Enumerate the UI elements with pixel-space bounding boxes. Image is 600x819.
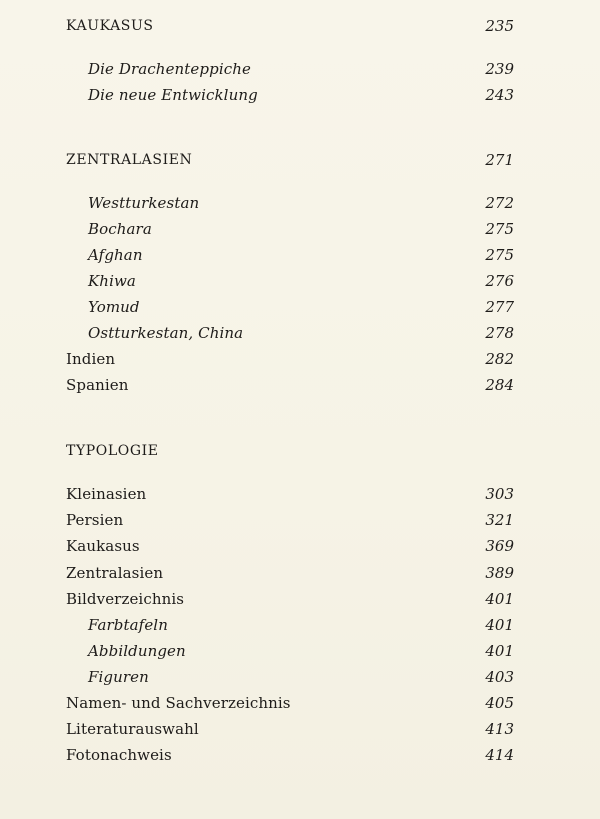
toc-entry-label: Namen- und Sachverzeichnis — [66, 694, 291, 712]
toc-entry-persien — [0, 508, 600, 532]
toc-entry-label: Die neue Entwicklung — [88, 86, 258, 104]
toc-entry-page: 321 — [485, 511, 514, 529]
toc-entry-westturkestan — [0, 191, 600, 215]
toc-entry-page: 278 — [485, 324, 514, 342]
toc-entry-label: Persien — [66, 511, 124, 529]
toc-entry-page: 413 — [485, 720, 514, 738]
toc-entry-zentralasien — [0, 561, 600, 585]
toc-entry-farbtafeln — [0, 613, 600, 637]
toc-entry-bildverzeichnis — [0, 587, 600, 611]
toc-entry-label: KAUKASUS — [66, 18, 154, 34]
toc-entry-bochara — [0, 217, 600, 241]
toc-entry-zentralasien-section — [0, 148, 600, 172]
toc-entry-page: 414 — [485, 746, 514, 764]
toc-entry-label: Afghan — [88, 246, 143, 264]
toc-entry-indien — [0, 347, 600, 371]
toc-entry-page: 405 — [485, 694, 514, 712]
toc-entry-kleinasien — [0, 482, 600, 506]
toc-entry-label: ZENTRALASIEN — [66, 152, 193, 168]
toc-entry-label: Zentralasien — [66, 564, 164, 582]
toc-entry-namen-sachverzeichnis — [0, 691, 600, 715]
toc-entry-page: 369 — [485, 537, 514, 555]
toc-entry-literaturauswahl — [0, 717, 600, 741]
toc-entry-page: 303 — [485, 485, 514, 503]
toc-entry-page: 275 — [485, 220, 514, 238]
toc-entry-drachenteppiche — [0, 57, 600, 81]
toc-entry-page: 403 — [485, 668, 514, 686]
toc-entry-label: Bochara — [88, 220, 152, 238]
toc-entry-label: Figuren — [88, 668, 149, 686]
toc-entry-yomud — [0, 295, 600, 319]
toc-entry-kaukasus — [0, 534, 600, 558]
toc-entry-khiwa — [0, 269, 600, 293]
toc-entry-label: Abbildungen — [88, 642, 186, 660]
toc-entry-label: Spanien — [66, 376, 129, 394]
toc-entry-page: 272 — [485, 194, 514, 212]
toc-entry-label: Literaturauswahl — [66, 720, 199, 738]
toc-entry-label: Indien — [66, 350, 116, 368]
toc-entry-label: Ostturkestan, China — [88, 324, 244, 342]
toc-entry-page: 389 — [485, 564, 514, 582]
toc-entry-page: 401 — [485, 642, 514, 660]
toc-entry-page: 275 — [485, 246, 514, 264]
toc-entry-label: Fotonachweis — [66, 746, 172, 764]
toc-entry-label: Farbtafeln — [88, 616, 168, 634]
toc-entry-label: Die Drachenteppiche — [88, 60, 251, 78]
toc-entry-page: 284 — [485, 376, 514, 394]
toc-entry-page: 239 — [485, 60, 514, 78]
toc-entry-label: Kaukasus — [66, 537, 140, 555]
toc-entry-spanien — [0, 373, 600, 397]
toc-entry-fotonachweis — [0, 743, 600, 767]
toc-entry-page: 277 — [485, 298, 514, 316]
toc-entry-page: 276 — [485, 272, 514, 290]
toc-entry-page: 271 — [485, 151, 514, 169]
toc-entry-figuren — [0, 665, 600, 689]
toc-entry-label: TYPOLOGIE — [66, 443, 159, 459]
toc-entry-page: 401 — [485, 616, 514, 634]
toc-entry-page: 401 — [485, 590, 514, 608]
toc-entry-label: Kleinasien — [66, 485, 147, 503]
toc-entry-abbildungen — [0, 639, 600, 663]
toc-entry-typologie-section — [0, 439, 600, 463]
toc-entry-page: 282 — [485, 350, 514, 368]
toc-entry-label: Bildverzeichnis — [66, 590, 185, 608]
toc-entry-page: 243 — [485, 86, 514, 104]
toc-entry-label: Yomud — [88, 298, 140, 316]
toc-entry-label: Khiwa — [88, 272, 136, 290]
toc-entry-neue-entwicklung — [0, 83, 600, 107]
toc-entry-kaukasus-section — [0, 14, 600, 38]
toc-entry-ostturkestan — [0, 321, 600, 345]
toc-entry-label: Westturkestan — [88, 194, 200, 212]
toc-entry-afghan — [0, 243, 600, 267]
toc-entry-page: 235 — [485, 17, 514, 35]
